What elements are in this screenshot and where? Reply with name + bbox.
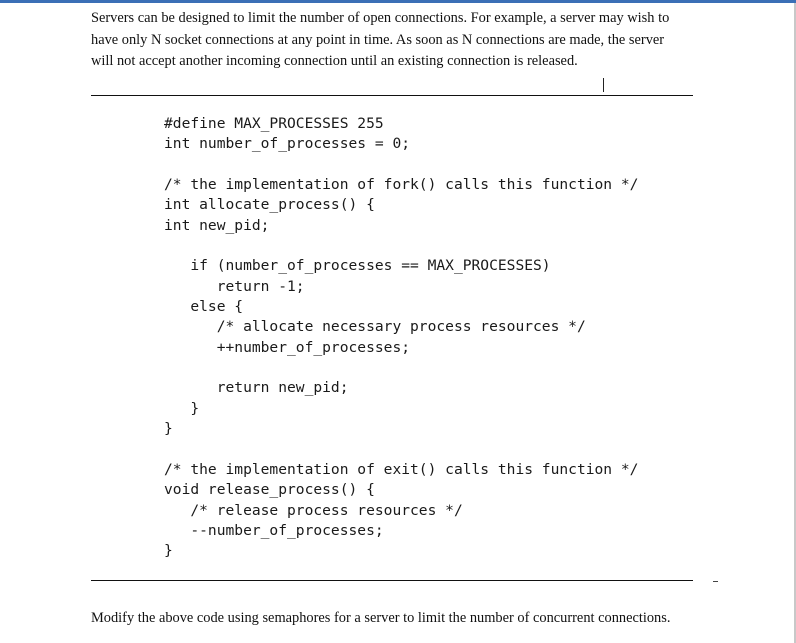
code-line: } — [164, 420, 173, 438]
code-line: /* the implementation of fork() calls this function */ — [164, 176, 639, 194]
code-line: } — [164, 399, 200, 417]
text-cursor — [603, 78, 604, 92]
question-text: Modify the above code using semaphores for a server to limit the number of concurrent connections. — [91, 610, 671, 626]
intro-paragraph — [91, 8, 736, 73]
code-line — [164, 236, 638, 256]
code-line: /* allocate necessary process resources */ — [164, 318, 586, 336]
code-line: void release_process() { — [164, 481, 375, 499]
code-line: return -1; — [164, 277, 305, 295]
code-line — [164, 155, 638, 175]
intro-line-1: Servers can be designed to limit the number of open connections. For example, a server may wish to — [91, 10, 670, 26]
code-line: #define MAX_PROCESSES 255 — [164, 115, 384, 132]
code-line: /* release process resources */ — [164, 501, 463, 519]
intro-line-3: will not accept another incoming connection until an existing connection is released. — [91, 53, 578, 69]
code-line — [164, 358, 638, 378]
code-line: ++number_of_processes; — [164, 338, 411, 356]
code-line — [164, 440, 638, 460]
rule-tick-mark — [713, 581, 718, 582]
code-line: int new_pid; — [164, 216, 270, 234]
code-line: } — [164, 542, 173, 560]
intro-line-2: have only N socket connections at any point in time. As soon as N connections are made, the server — [91, 31, 665, 48]
code-line: /* the implementation of exit() calls this function */ — [164, 460, 639, 478]
code-line: --number_of_processes; — [164, 521, 384, 539]
window-top-border — [0, 0, 796, 3]
code-line: if (number_of_processes == MAX_PROCESSES) — [164, 257, 551, 275]
code-bottom-rule — [91, 580, 693, 581]
code-line: int allocate_process() { — [164, 196, 375, 214]
code-top-rule — [91, 95, 693, 96]
code-line: else { — [164, 298, 244, 316]
code-line: int number_of_processes = 0; — [164, 135, 411, 153]
code-line: return new_pid; — [164, 379, 349, 397]
code-listing — [164, 114, 638, 562]
